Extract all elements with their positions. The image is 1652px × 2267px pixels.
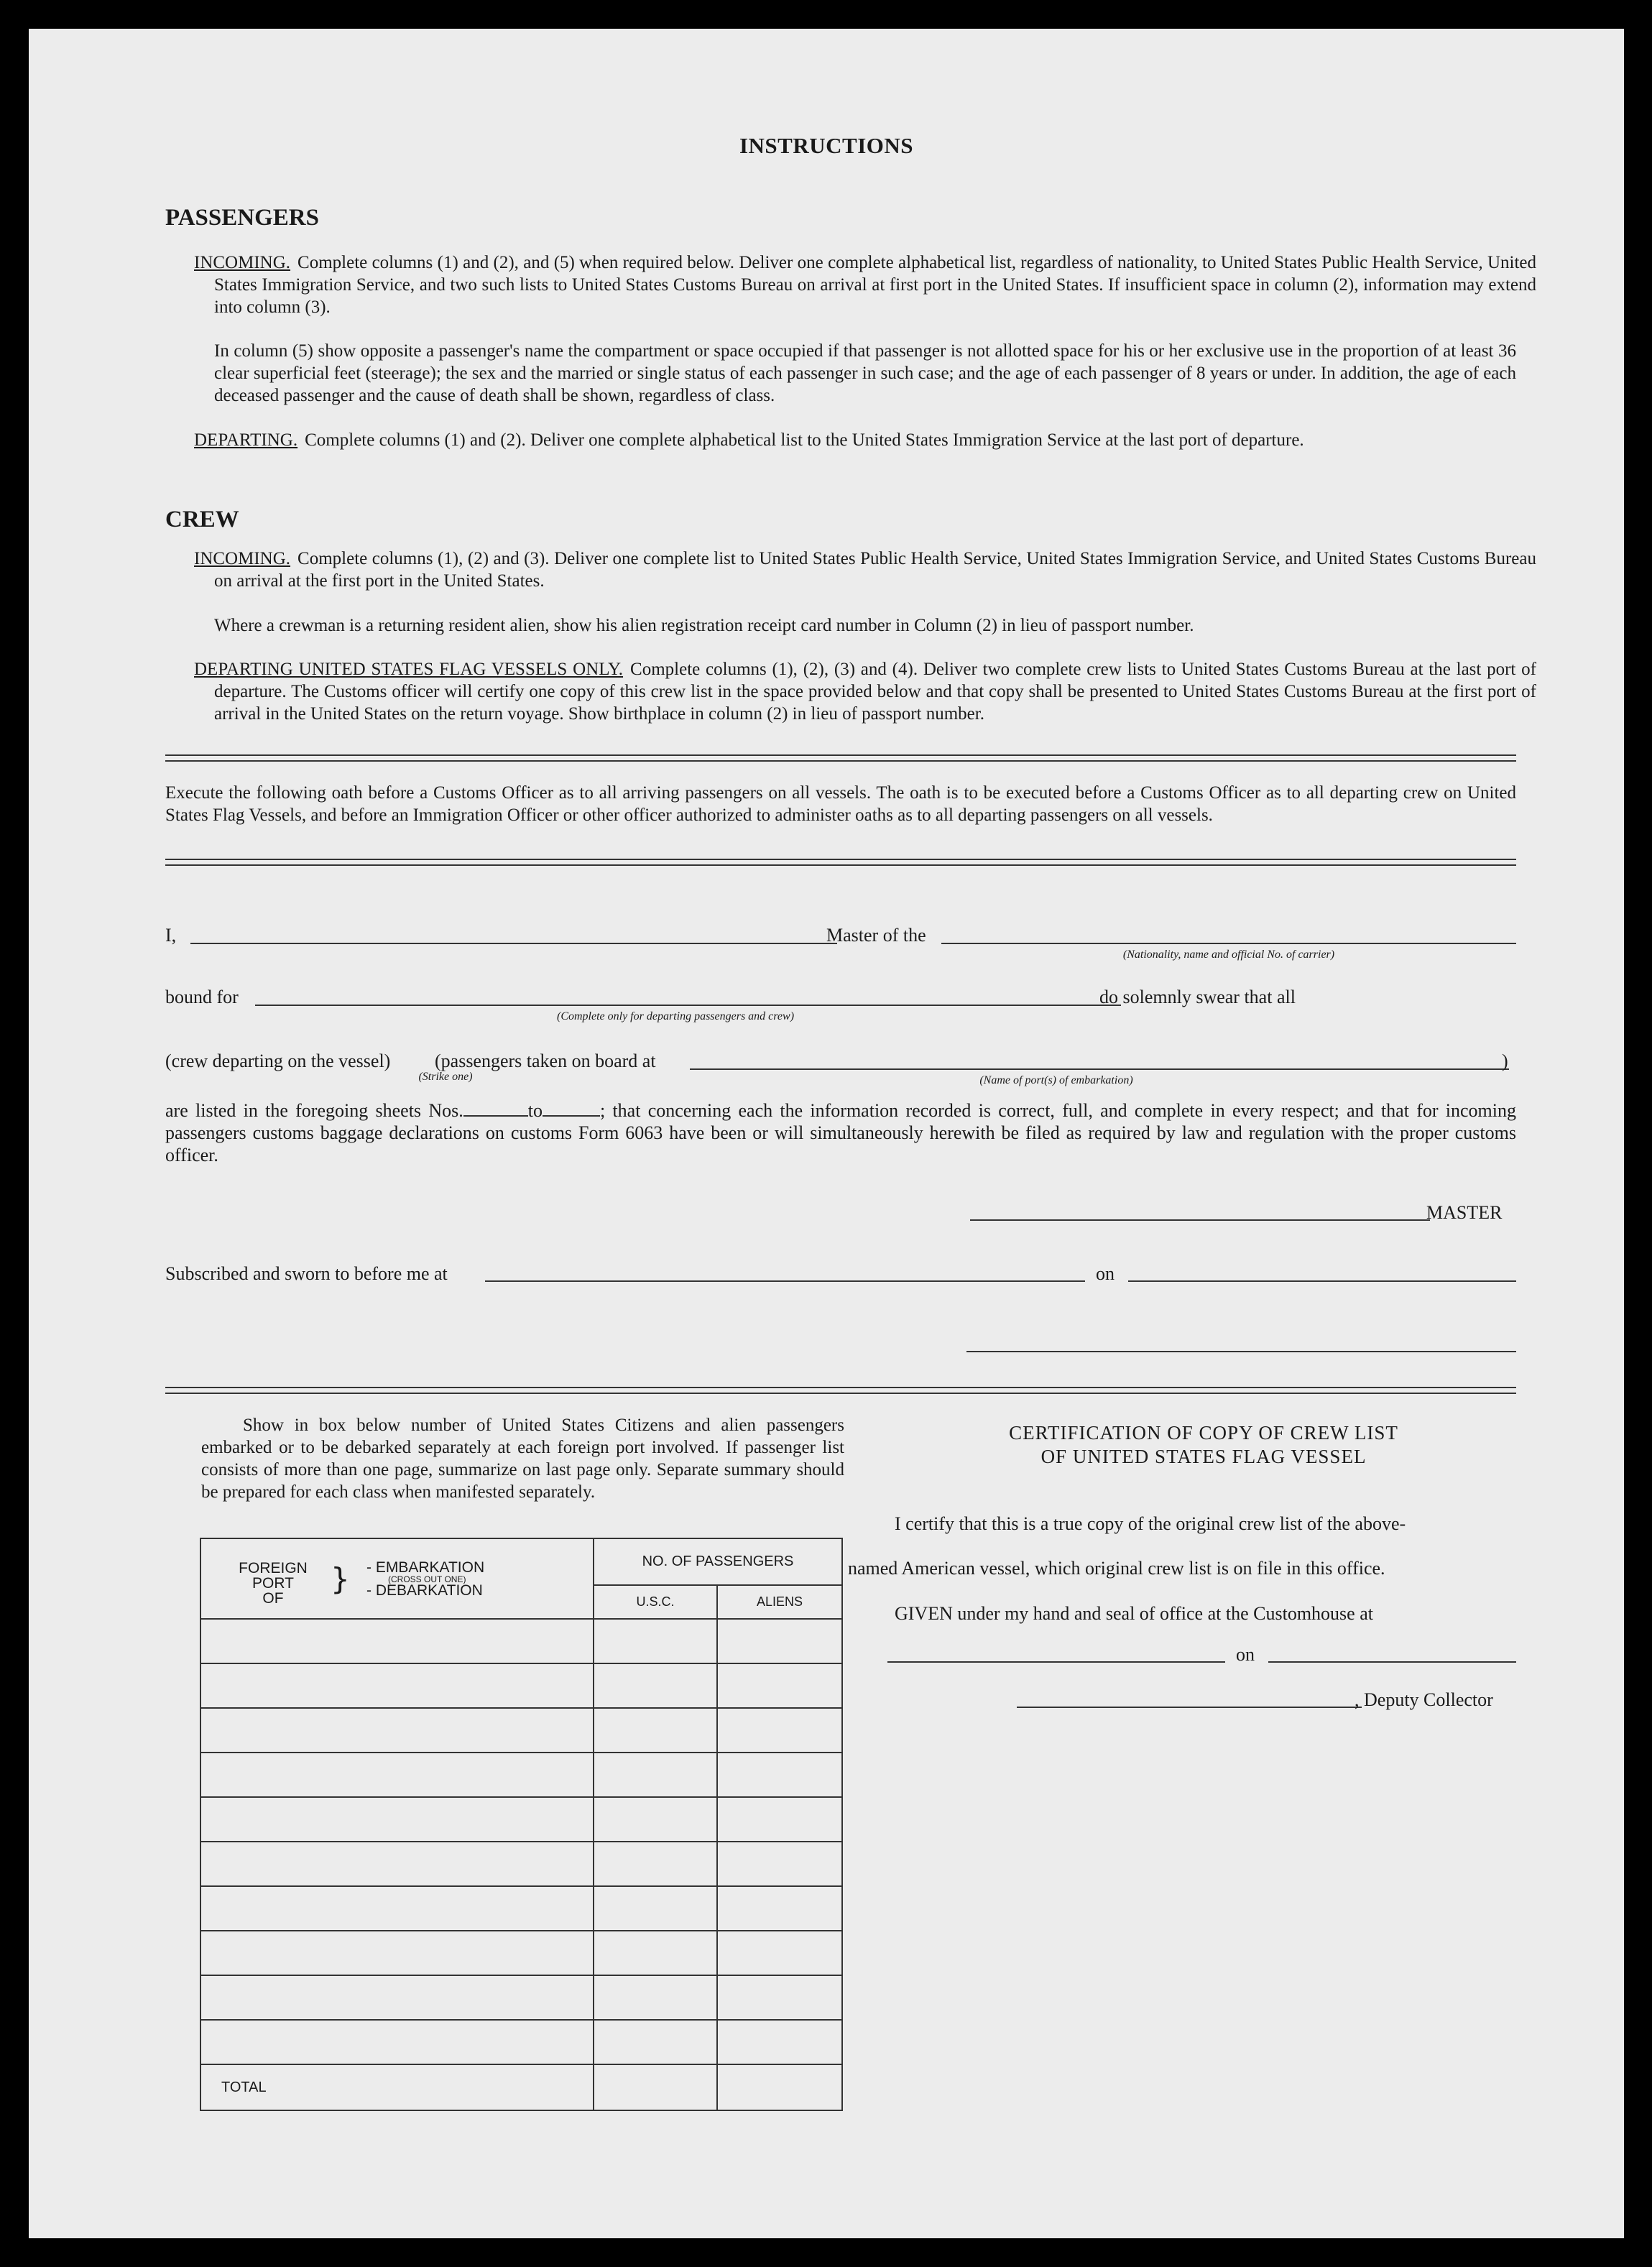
divider-double-3 bbox=[165, 1387, 1516, 1394]
foreign-label: FOREIGN bbox=[239, 1560, 308, 1576]
total-row bbox=[200, 2064, 842, 2110]
oath-nationality-note: (Nationality, name and official No. of carrier) bbox=[1122, 948, 1335, 961]
oath-sheet-from-field[interactable] bbox=[463, 1101, 528, 1117]
form-page bbox=[29, 29, 1624, 2238]
crew-heading: CREW bbox=[165, 507, 239, 532]
officer-signature-field[interactable] bbox=[966, 1351, 1516, 1352]
divider-double-2 bbox=[165, 859, 1516, 866]
crew-incoming-paragraph bbox=[194, 548, 1536, 592]
certification-heading bbox=[844, 1421, 1563, 1469]
passengers-heading: PASSENGERS bbox=[165, 205, 319, 231]
oath-passengers-taken: (passengers taken on board at bbox=[435, 1051, 656, 1071]
oath-carrier-field[interactable] bbox=[941, 943, 1516, 944]
total-label: TOTAL bbox=[200, 2064, 594, 2110]
certification-line2: named American vessel, which original crew list is on file in this office. bbox=[848, 1558, 1385, 1579]
debarkation-label: - DEBARKATION bbox=[366, 1582, 483, 1599]
summary-note: Show in box below number of United States Citizens and alien passengers embarked or to be debarked separately at each foreign port involved. If passenger list consists of more than one page, summarize on last page only. Separate summary should be prepared for each class when manifested separately. bbox=[201, 1416, 844, 1502]
oath-crew-departing: (crew departing on the vessel) bbox=[165, 1051, 391, 1071]
crew-incoming-text: Complete columns (1), (2) and (3). Deliver one complete list to United States Public Health Service, United States Immigration Service, and United States Customs Bureau on arrival at the first port in the United States. bbox=[214, 549, 1536, 591]
aliens-header: ALIENS bbox=[717, 1585, 842, 1619]
table-row bbox=[200, 1842, 842, 1886]
oath-name-of-ports-note: (Name of port(s) of embarkation) bbox=[979, 1074, 1133, 1086]
subscribed-on-label: on bbox=[1096, 1263, 1115, 1284]
crew-departing-paragraph bbox=[194, 658, 1536, 725]
oath-listed-prefix: are listed in the foregoing sheets Nos. bbox=[165, 1100, 463, 1121]
oath-instruction: Execute the following oath before a Customs Officer as to all arriving passengers on all vessels. The oath is to be executed before a Customs Officer as to all departing crew on United States Flag Vessels, and before an Immigration Officer or other officer authorized to administer oaths as to all departing passengers on all vessels. bbox=[165, 783, 1516, 825]
oath-close-paren: ) bbox=[1502, 1051, 1508, 1071]
oath-master-of-the: Master of the bbox=[826, 925, 926, 946]
passengers-column5-paragraph: In column (5) show opposite a passenger's name the compartment or space occupied if that passenger is not allotted space for his or her exclusive use in the proportion of at least 36 clear superficial feet (steerage); the sex and the married or single status of each passenger in such case; and the age of each passenger of 8 years or under. In addition, the age of each deceased passenger and the cause of death shall be shown, regardless of class. bbox=[214, 341, 1516, 405]
passengers-departing-paragraph bbox=[194, 429, 1536, 451]
certification-line1: I certify that this is a true copy of the original crew list of the above- bbox=[895, 1513, 1406, 1534]
certification-line3: GIVEN under my hand and seal of office at the Customhouse at bbox=[895, 1603, 1373, 1624]
crew-incoming-label: INCOMING. bbox=[194, 549, 291, 568]
certification-heading-line2: OF UNITED STATES FLAG VESSEL bbox=[1040, 1446, 1367, 1467]
oath-do-solemnly: do solemnly swear that all bbox=[1099, 987, 1296, 1007]
of-label: OF bbox=[262, 1590, 284, 1607]
passenger-summary-table bbox=[200, 1538, 843, 2111]
passengers-incoming-label: INCOMING. bbox=[194, 253, 291, 272]
table-row bbox=[200, 1886, 842, 1931]
table-row bbox=[200, 1708, 842, 1753]
oath-listed-line2: that for incoming passengers customs baggage declarations on customs Form 6063 have been or will simultaneously herewith be filed as required by law and regulation with the proper customs officer. bbox=[165, 1100, 1517, 1165]
usc-header: U.S.C. bbox=[594, 1585, 717, 1619]
passengers-incoming-paragraph bbox=[194, 251, 1536, 318]
no-of-passengers-header: NO. OF PASSENGERS bbox=[594, 1538, 842, 1585]
table-row bbox=[200, 1753, 842, 1797]
table-row bbox=[200, 1663, 842, 1708]
passengers-departing-text: Complete columns (1) and (2). Deliver one complete alphabetical list to the United States Immigration Service at the last port of departure. bbox=[305, 430, 1304, 450]
total-aliens-cell[interactable] bbox=[717, 2064, 842, 2110]
table-row bbox=[200, 2020, 842, 2064]
oath-bound-for-field[interactable] bbox=[255, 1005, 1121, 1006]
divider-double-1 bbox=[165, 754, 1516, 762]
oath-strike-one-note: (Strike one) bbox=[418, 1071, 473, 1083]
certification-heading-line1: CERTIFICATION OF COPY OF CREW LIST bbox=[1009, 1422, 1398, 1444]
deputy-collector-signature-field[interactable] bbox=[1017, 1707, 1362, 1708]
subscribed-label: Subscribed and sworn to before me at bbox=[165, 1263, 448, 1284]
passengers-departing-label: DEPARTING. bbox=[194, 430, 298, 450]
master-signature-field[interactable] bbox=[970, 1219, 1430, 1221]
oath-sheet-to-field[interactable] bbox=[543, 1101, 600, 1117]
total-usc-cell[interactable] bbox=[594, 2064, 717, 2110]
port-label: PORT bbox=[252, 1575, 294, 1592]
subscribed-date-field[interactable] bbox=[1128, 1280, 1516, 1282]
crew-resident-paragraph: Where a crewman is a returning resident alien, show his alien registration receipt card number in Column (2) in lieu of passport number. bbox=[214, 616, 1194, 635]
oath-name-field[interactable] bbox=[190, 943, 837, 944]
deputy-collector-label: , Deputy Collector bbox=[1355, 1689, 1493, 1710]
page-title: INSTRUCTIONS bbox=[739, 133, 913, 158]
brace-icon: } bbox=[331, 1561, 350, 1597]
oath-to-label: to bbox=[527, 1100, 543, 1121]
passengers-incoming-text: Complete columns (1) and (2), and (5) when required below. Deliver one complete alphabetical list, regardless of nationality, to United States Public Health Service, United States Immigration Service, and two such lists to United States Customs Bureau on arrival at first port in the United States. If insufficient space in column (2), information may extend into column (3). bbox=[214, 253, 1536, 317]
table-row bbox=[200, 1619, 842, 1663]
customhouse-place-field[interactable] bbox=[887, 1661, 1225, 1663]
table-row bbox=[200, 1797, 842, 1842]
subscribed-place-field[interactable] bbox=[485, 1280, 1085, 1282]
oath-i-label: I, bbox=[165, 925, 177, 946]
crew-departing-text: Complete columns (1), (2), (3) and (4). Deliver two complete crew lists to United States Customs Bureau at the last port of departure. The Customs officer will certify one copy of this crew list in the space provided below and that copy shall be presented to United States Customs Bureau at the first port of arrival in the United States on the return voyage. Show birthplace in column (2) in lieu of passport number. bbox=[214, 660, 1536, 724]
oath-listed-statement bbox=[165, 1099, 1516, 1166]
table-row bbox=[200, 1931, 842, 1975]
certification-on-label: on bbox=[1236, 1644, 1255, 1665]
table-row bbox=[200, 1975, 842, 2020]
oath-bound-for: bound for bbox=[165, 987, 239, 1007]
crew-departing-label: DEPARTING UNITED STATES FLAG VESSELS ONLY. bbox=[194, 660, 624, 679]
embarkation-label: - EMBARKATION bbox=[366, 1559, 485, 1576]
port-header-cell bbox=[200, 1538, 594, 1619]
cross-out-one-label: (CROSS OUT ONE) bbox=[388, 1574, 466, 1584]
oath-ports-field[interactable] bbox=[690, 1068, 1509, 1070]
master-label: MASTER bbox=[1426, 1202, 1503, 1223]
oath-complete-only-note: (Complete only for departing passengers and crew) bbox=[556, 1010, 795, 1022]
oath-listed-rest: ; that concerning each the information recorded is correct, full, and complete in every respect; and bbox=[599, 1100, 1374, 1121]
certification-date-field[interactable] bbox=[1268, 1661, 1516, 1663]
